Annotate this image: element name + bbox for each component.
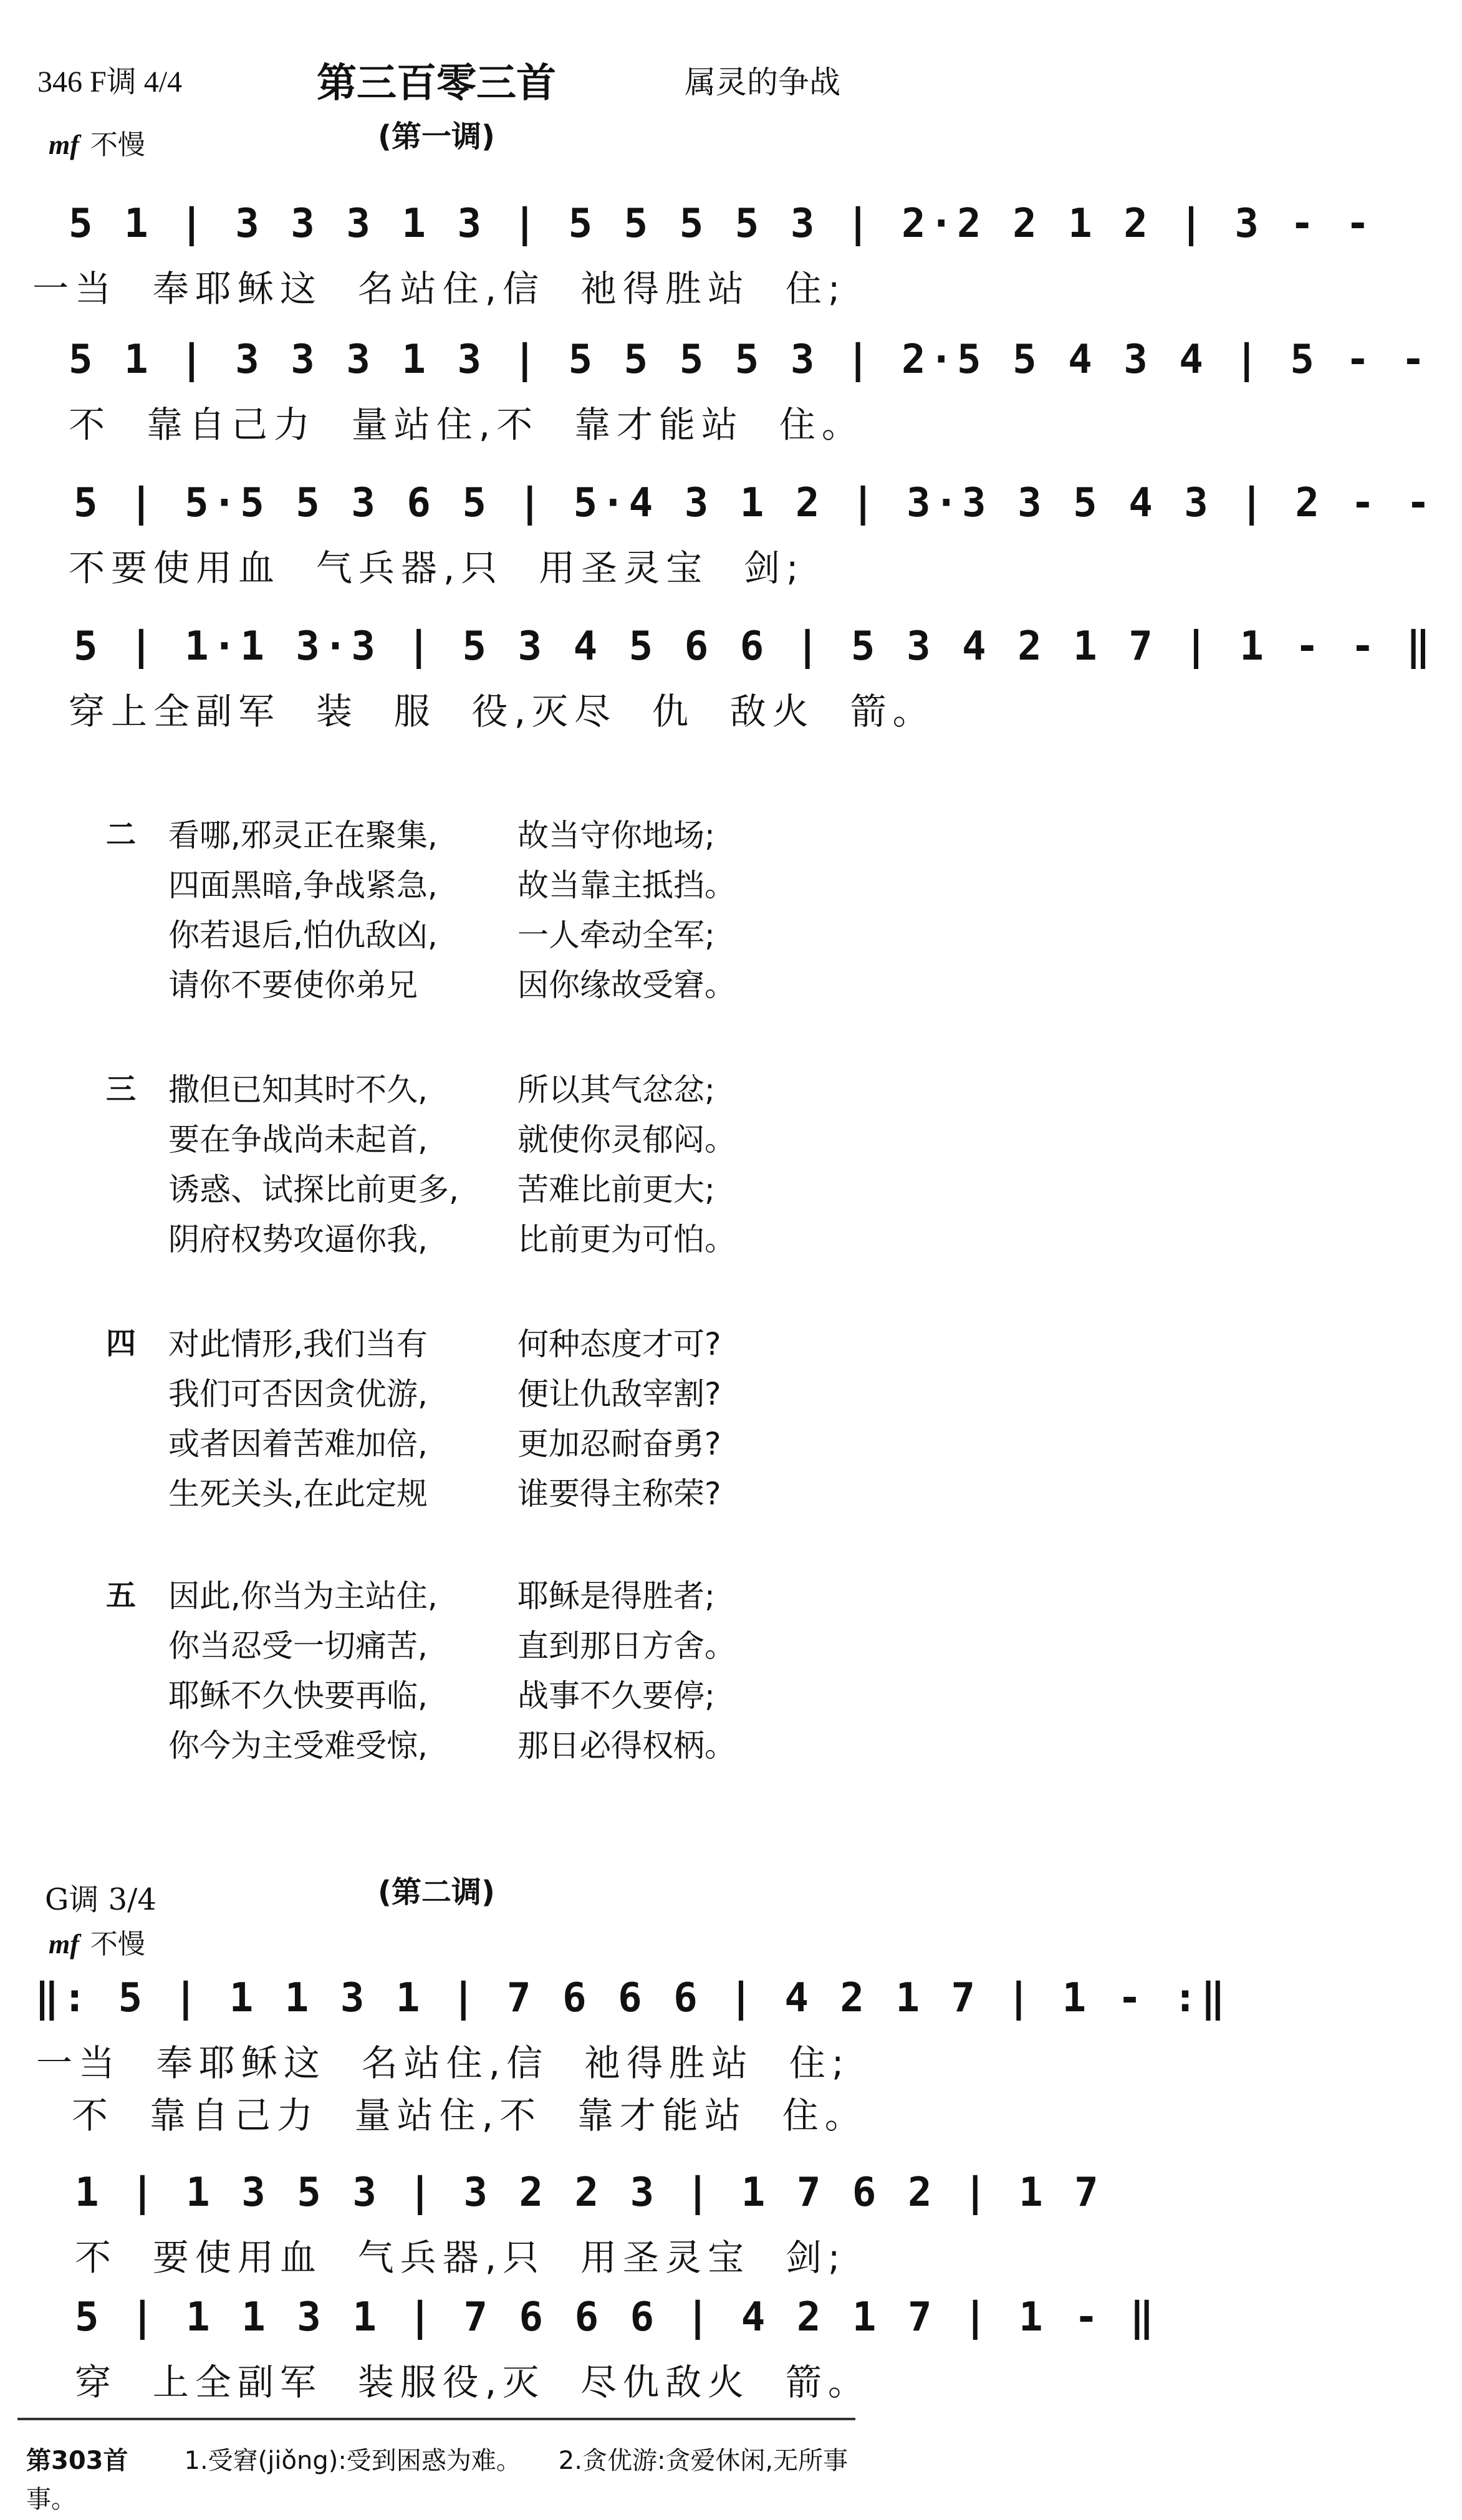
verse-line: 更加忍耐奋勇?	[517, 1426, 721, 1462]
verse-line: 或者因着苦难加倍,	[168, 1426, 428, 1462]
verse-line: 看哪,邪灵正在聚集,	[168, 817, 438, 854]
notation-line-4: 5 | 1·1 3·3 | 5 3 4 5 6 6 | 5 3 4 2 1 7 | 1 - - ‖	[74, 623, 1435, 670]
notation-line-7: 5 | 1 1 3 1 | 7 6 6 6 | 4 2 1 7 | 1 - ‖	[75, 2294, 1158, 2340]
lyric-line-6: 不 靠自己力 量站住,不 靠才能站 住。	[36, 2094, 867, 2137]
tune-subtitle-2: (第二调)	[378, 1875, 495, 1910]
verse-line: 比前更为可怕。	[517, 1221, 736, 1258]
tune-key-2: G调 3/4	[45, 1882, 156, 1917]
verse-line: 故当守你地场;	[517, 817, 715, 854]
verse-line: 因此,你当为主站住,	[168, 1578, 438, 1614]
verse-line: 你当忍受一切痛苦,	[168, 1628, 428, 1664]
verse-line: 我们可否因贪优游,	[168, 1376, 428, 1412]
verse-line: 便让仇敌宰割?	[517, 1376, 721, 1412]
lyric-line-7: 不 要使用血 气兵器,只 用圣灵宝 剑;	[75, 2236, 847, 2279]
verse-line: 所以其气忿忿;	[517, 1072, 715, 1108]
tempo-word: 不慢	[90, 129, 145, 161]
notation-line-2: 5 1 | 3 3 3 1 3 | 5 5 5 5 3 | 2·5 5 4 3 4 | 5 - -	[69, 337, 1457, 383]
dynamic-mark: mf	[49, 1929, 79, 1960]
verse-number: 三	[106, 1072, 137, 1107]
footnote-label: 第303首	[26, 2446, 128, 2475]
dynamic-mark: mf	[49, 130, 79, 160]
verse-line: 耶稣是得胜者;	[517, 1578, 715, 1614]
tune-subtitle-1: (第一调)	[378, 119, 495, 154]
lyric-line-2: 不 靠自己力 量站住,不 靠才能站 住。	[69, 403, 864, 446]
verse-line: 要在争战尚未起首,	[168, 1122, 428, 1158]
verse-line: 四面黑暗,争战紧急,	[168, 867, 438, 903]
lyric-line-8: 穿 上全副军 装服役,灭 尽仇敌火 箭。	[75, 2361, 870, 2403]
footnote-1: 1.受窘(jiǒng):受到困惑为难。	[184, 2446, 521, 2475]
verse-line: 故当靠主抵挡。	[517, 867, 736, 903]
verse-line: 诱惑、试探比前更多,	[168, 1171, 459, 1208]
verse-line: 因你缘故受窘。	[517, 967, 736, 1003]
verse-line: 耶稣不久快要再临,	[168, 1678, 428, 1714]
verse-number: 四	[106, 1326, 137, 1361]
notation-line-6: 1 | 1 3 5 3 | 3 2 2 3 | 1 7 6 2 | 1 7	[75, 2170, 1102, 2216]
footnote-divider	[17, 2418, 855, 2420]
lyric-line-4: 穿上全副军 装 服 役,灭尽 仇 敌火 箭。	[69, 690, 935, 733]
notation-line-1: 5 1 | 3 3 3 1 3 | 5 5 5 5 3 | 2·2 2 1 2 | 3 - -	[69, 201, 1402, 247]
verse-line: 请你不要使你弟兄	[168, 967, 418, 1003]
verse-line: 何种态度才可?	[517, 1326, 721, 1362]
notation-line-5: ‖: 5 | 1 1 3 1 | 7 6 6 6 | 4 2 1 7 | 1 - :‖	[35, 1975, 1229, 2021]
hymn-category: 属灵的争战	[685, 64, 840, 100]
verse-line: 直到那日方舍。	[517, 1628, 736, 1664]
verse-line: 对此情形,我们当有	[168, 1326, 428, 1362]
page-title: 第三百零三首	[317, 60, 556, 107]
verse-number: 二	[106, 817, 137, 852]
verse-number: 五	[106, 1578, 137, 1613]
tempo-marking-2	[49, 1921, 145, 1961]
verse-line: 就使你灵郁闷。	[517, 1122, 736, 1158]
verse-line: 一人牵动全军;	[517, 917, 715, 953]
lyric-line-1: 一当 奉耶稣这 名站住,信 祂得胜站 住;	[32, 267, 847, 310]
footnote-2: 2.贪优游:贪爱休闲,无所事事。	[26, 2446, 849, 2514]
verse-line: 你今为主受难受惊,	[168, 1728, 428, 1764]
verse-line: 你若退后,怕仇敌凶,	[168, 917, 438, 953]
notation-line-3: 5 | 5·5 5 3 6 5 | 5·4 3 1 2 | 3·3 3 5 4 3 | 2 - -	[74, 480, 1462, 526]
verse-line: 苦难比前更大;	[517, 1171, 715, 1208]
verse-line: 阴府权势攻逼你我,	[168, 1221, 428, 1258]
footnote	[26, 2441, 849, 2519]
verse-line: 撒但已知其时不久,	[168, 1072, 428, 1108]
verse-line: 生死关头,在此定规	[168, 1476, 428, 1512]
lyric-line-5: 一当 奉耶稣这 名站住,信 祂得胜站 住;	[36, 2042, 850, 2084]
verse-line: 战事不久要停;	[517, 1678, 715, 1714]
verse-line: 谁要得主称荣?	[517, 1476, 721, 1512]
hymn-number-key: 346 F调 4/4	[37, 65, 183, 99]
lyric-line-3: 不要使用血 气兵器,只 用圣灵宝 剑;	[69, 547, 805, 589]
tempo-word: 不慢	[90, 1928, 145, 1960]
verse-line: 那日必得权柄。	[517, 1728, 736, 1764]
